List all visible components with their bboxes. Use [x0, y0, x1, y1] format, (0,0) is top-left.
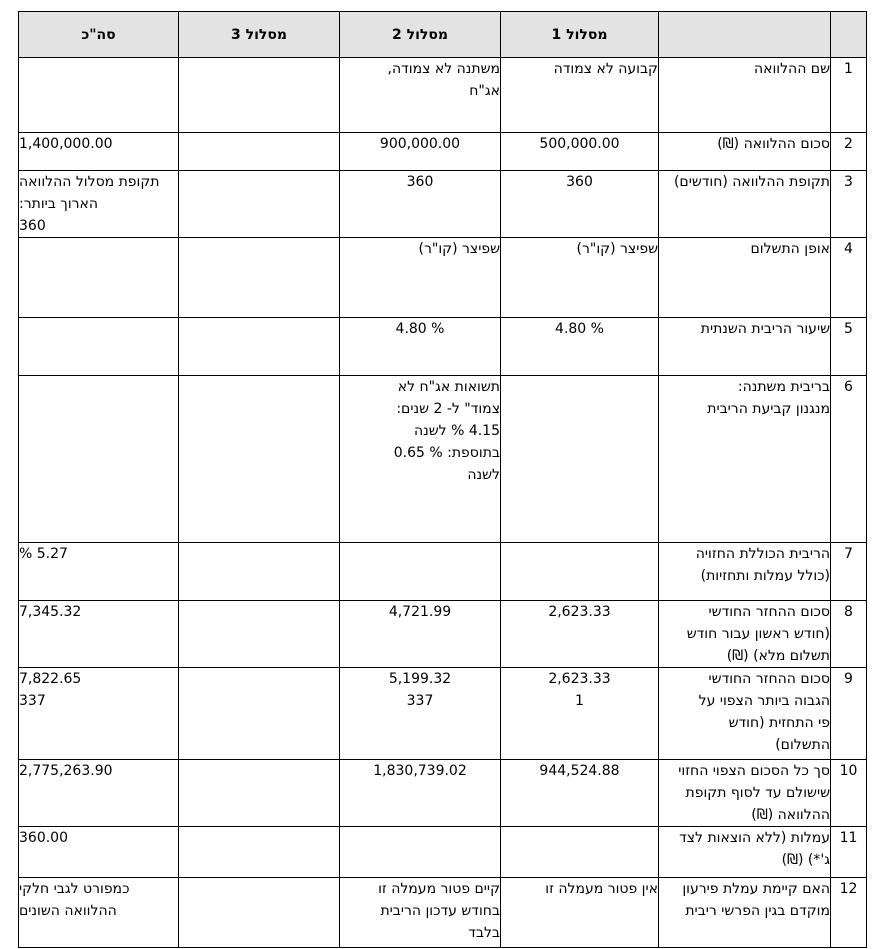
row-label [659, 58, 831, 133]
cell-line: 5.27 % [19, 546, 68, 562]
cell-line: אין פטור מעמלה זו [545, 881, 658, 897]
total-cell [19, 601, 179, 668]
table-row [19, 760, 867, 827]
track-1-cell [501, 760, 659, 827]
track-3-cell [179, 827, 340, 878]
row-number: 8 [831, 601, 867, 668]
cell-line: שם ההלוואה [753, 61, 830, 77]
cell-line: משתנה לא צמודה, [387, 61, 500, 77]
cell-line: ההלוואה (₪) [751, 807, 830, 823]
row-label [659, 238, 831, 318]
total-cell [19, 133, 179, 171]
table-row [19, 878, 867, 948]
cell-line: % 4.80 [395, 321, 445, 337]
cell-line: אופן התשלום [750, 241, 830, 257]
cell-line: תשלום מלא) (₪) [726, 648, 830, 664]
total-cell [19, 760, 179, 827]
table-row [19, 543, 867, 601]
row-number: 9 [831, 668, 867, 760]
row-number: 5 [831, 318, 867, 376]
track-1-cell [501, 133, 659, 171]
track-1-cell [501, 58, 659, 133]
track-3-cell [179, 668, 340, 760]
track-1-cell [501, 878, 659, 948]
track-1-cell [501, 668, 659, 760]
track-2-cell [340, 668, 501, 760]
track-2-cell [340, 543, 501, 601]
cell-line: אג"ח [469, 83, 500, 99]
cell-line: בלבד [468, 925, 500, 941]
table-row [19, 827, 867, 878]
cell-line: לשנה [467, 467, 500, 483]
cell-line: 2,623.33 [548, 671, 611, 687]
cell-line: סכום ההלוואה (₪) [717, 136, 830, 152]
cell-line: ההלוואה השונים [19, 903, 117, 919]
row-label [659, 543, 831, 601]
header-track-3: מסלול 3 [179, 12, 340, 58]
cell-line: האם קיימת עמלת פירעון [682, 881, 830, 897]
track-3-cell [179, 543, 340, 601]
total-cell [19, 827, 179, 878]
cell-line: (חודש ראשון עבור חודש [686, 626, 830, 642]
cell-line: סך כל הסכום הצפוי החזוי [678, 763, 830, 779]
cell-line: תקופת מסלול ההלוואה [19, 174, 160, 190]
row-number: 6 [831, 376, 867, 543]
cell-line: התשלום) [775, 737, 830, 753]
track-1-cell [501, 827, 659, 878]
cell-line: קבועה לא צמודה [553, 61, 658, 77]
row-number: 4 [831, 238, 867, 318]
table-row [19, 133, 867, 171]
total-cell [19, 58, 179, 133]
total-cell [19, 318, 179, 376]
cell-line: מוקדם בגין הפרשי ריבית [685, 903, 830, 919]
row-label [659, 376, 831, 543]
cell-line: סכום ההחזר החודשי [708, 671, 830, 687]
table-header-row [19, 12, 867, 58]
total-cell [19, 376, 179, 543]
cell-line: כמפורט לגבי חלקי [19, 881, 130, 897]
row-label [659, 760, 831, 827]
cell-line: סכום ההחזר החודשי [708, 604, 830, 620]
cell-line: 2,775,263.90 [19, 763, 113, 779]
cell-line: 360 [406, 174, 434, 190]
row-label [659, 318, 831, 376]
track-2-cell [340, 878, 501, 948]
cell-line: 337 [19, 693, 46, 709]
header-num [831, 12, 867, 58]
row-label [659, 878, 831, 948]
header-label [659, 12, 831, 58]
track-3-cell [179, 133, 340, 171]
cell-line: 5,199.32 [388, 671, 452, 687]
row-label [659, 827, 831, 878]
row-number: 2 [831, 133, 867, 171]
track-1-cell [501, 318, 659, 376]
row-number: 11 [831, 827, 867, 878]
table-row [19, 376, 867, 543]
cell-line: תקופת ההלוואה (חודשים) [673, 174, 830, 190]
track-1-cell [501, 376, 659, 543]
cell-line: 360 [19, 218, 46, 234]
track-3-cell [179, 376, 340, 543]
track-3-cell [179, 58, 340, 133]
cell-line: (כולל עמלות ותחזיות) [700, 568, 830, 584]
track-2-cell [340, 58, 501, 133]
track-2-cell [340, 601, 501, 668]
track-3-cell [179, 238, 340, 318]
cell-line: שפיצר (קו"ר) [418, 241, 500, 257]
header-track-1: מסלול 1 [501, 12, 659, 58]
row-label [659, 601, 831, 668]
total-cell [19, 171, 179, 238]
cell-line: תשואות אג"ח לא [397, 379, 500, 395]
table-row [19, 58, 867, 133]
cell-line: ג'*) (₪) [781, 852, 830, 868]
track-2-cell [340, 171, 501, 238]
cell-line: שפיצר (קו"ר) [576, 241, 658, 257]
header-track-2: מסלול 2 [340, 12, 501, 58]
cell-line: עמלות (ללא הוצאות לצד [679, 830, 830, 846]
track-3-cell [179, 878, 340, 948]
track-1-cell [501, 601, 659, 668]
cell-line: פי התחזית (חודש [728, 715, 830, 731]
cell-line: 7,822.65 [19, 671, 82, 687]
cell-line: 1,400,000.00 [19, 136, 113, 152]
table-row [19, 318, 867, 376]
track-2-cell [340, 238, 501, 318]
cell-line: % 4.80 [555, 321, 604, 337]
row-number: 12 [831, 878, 867, 948]
total-cell [19, 878, 179, 948]
track-3-cell [179, 601, 340, 668]
cell-line: שישולם עד לסוף תקופת [685, 785, 830, 801]
cell-line: 1 [575, 693, 584, 709]
table-row [19, 171, 867, 238]
row-number: 7 [831, 543, 867, 601]
track-2-cell [340, 827, 501, 878]
row-label [659, 668, 831, 760]
cell-line: בריבית משתנה: [737, 379, 830, 395]
cell-line: 360.00 [19, 830, 68, 846]
cell-line: 1,830,739.02 [373, 763, 467, 779]
cell-line: הגבוה ביותר הצפוי על [698, 693, 830, 709]
track-2-cell [340, 760, 501, 827]
track-3-cell [179, 760, 340, 827]
cell-line: שיעור הריבית השנתית [700, 321, 830, 337]
table-row [19, 238, 867, 318]
total-cell [19, 543, 179, 601]
cell-line: 944,524.88 [539, 763, 620, 779]
total-cell [19, 668, 179, 760]
table-row [19, 601, 867, 668]
cell-line: בחודש עדכון הריבית [380, 903, 500, 919]
cell-line: 337 [406, 693, 434, 709]
track-2-cell [340, 133, 501, 171]
cell-line: 500,000.00 [539, 136, 620, 152]
total-cell [19, 238, 179, 318]
row-label [659, 171, 831, 238]
cell-line: 2,623.33 [548, 604, 611, 620]
table-body [19, 58, 867, 948]
header-total: סה"כ [19, 12, 179, 58]
cell-line: 900,000.00 [379, 136, 461, 152]
cell-line: קיים פטור מעמלה זו [378, 881, 500, 897]
track-3-cell [179, 171, 340, 238]
cell-line: הארוך ביותר: [19, 196, 99, 212]
track-1-cell [501, 171, 659, 238]
track-1-cell [501, 238, 659, 318]
row-number: 1 [831, 58, 867, 133]
cell-line: 360 [566, 174, 593, 190]
track-3-cell [179, 318, 340, 376]
cell-line: 4.15 % לשנה [413, 423, 500, 439]
cell-line: 7,345.32 [19, 604, 82, 620]
track-2-cell [340, 376, 501, 543]
cell-line: מנגנון קביעת הריבית [707, 401, 830, 417]
row-number: 3 [831, 171, 867, 238]
cell-line: צמוד" ל- 2 שנים: [396, 401, 500, 417]
loan-approval-table [18, 11, 867, 948]
cell-line: הריבית הכוללת החזויה [695, 546, 830, 562]
track-2-cell [340, 318, 501, 376]
row-label [659, 133, 831, 171]
cell-line: 4,721.99 [388, 604, 452, 620]
track-1-cell [501, 543, 659, 601]
cell-line: בתוספת: % 0.65 [393, 445, 500, 461]
row-number: 10 [831, 760, 867, 827]
table-row [19, 668, 867, 760]
